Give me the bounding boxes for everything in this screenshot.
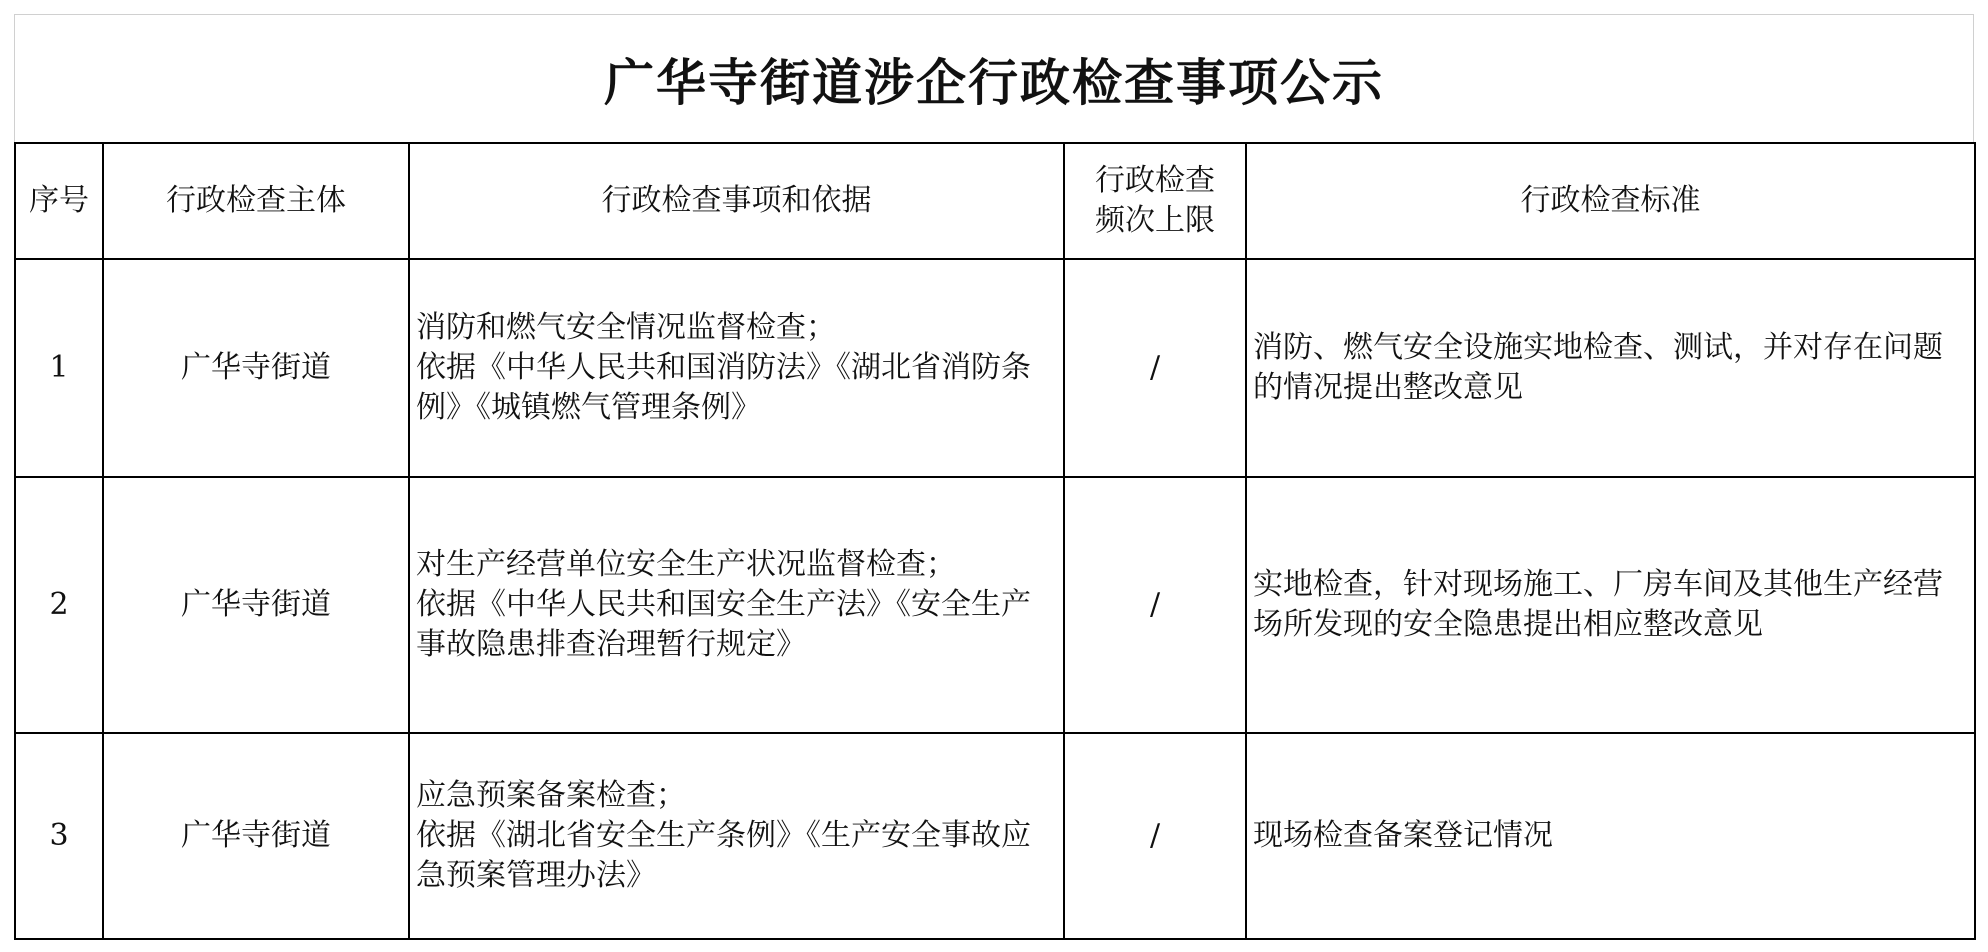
table-row <box>15 733 1975 939</box>
header-subject: 行政检查主体 <box>103 143 409 259</box>
page-title: 广华寺街道涉企行政检查事项公示 <box>604 52 1384 112</box>
row-index: 2 <box>15 477 103 733</box>
row-item: 消防和燃气安全情况监督检查； <box>416 310 836 345</box>
row-item-basis <box>409 733 1064 939</box>
row-item-basis <box>409 477 1064 733</box>
row-standard: 现场检查备案登记情况 <box>1246 733 1975 939</box>
header-standard: 行政检查标准 <box>1246 143 1975 259</box>
row-item: 对生产经营单位安全生产状况监督检查； <box>416 547 956 582</box>
row-basis: 依据《湖北省安全生产条例》《生产安全事故应急预案管理办法》 <box>416 818 1031 893</box>
row-index: 1 <box>15 259 103 477</box>
row-frequency: / <box>1064 733 1246 939</box>
row-item: 应急预案备案检查； <box>416 778 686 813</box>
row-basis: 依据《中华人民共和国安全生产法》《安全生产事故隐患排查治理暂行规定》 <box>416 587 1031 662</box>
row-subject: 广华寺街道 <box>103 477 409 733</box>
header-frequency-line1: 行政检查 <box>1095 163 1215 198</box>
row-item-basis <box>409 259 1064 477</box>
row-standard: 实地检查，针对现场施工、厂房车间及其他生产经营场所发现的安全隐患提出相应整改意见 <box>1246 477 1975 733</box>
row-subject: 广华寺街道 <box>103 733 409 939</box>
header-frequency-line2: 频次上限 <box>1095 203 1215 238</box>
inspection-table <box>14 142 1976 940</box>
table-row <box>15 477 1975 733</box>
title-bar <box>14 14 1974 142</box>
row-frequency: / <box>1064 477 1246 733</box>
row-basis: 依据《中华人民共和国消防法》《湖北省消防条例》《城镇燃气管理条例》 <box>416 350 1031 425</box>
row-standard: 消防、燃气安全设施实地检查、测试，并对存在问题的情况提出整改意见 <box>1246 259 1975 477</box>
table-row <box>15 259 1975 477</box>
row-index: 3 <box>15 733 103 939</box>
header-row <box>15 143 1975 259</box>
header-items-basis: 行政检查事项和依据 <box>409 143 1064 259</box>
row-frequency: / <box>1064 259 1246 477</box>
header-index: 序号 <box>15 143 103 259</box>
row-subject: 广华寺街道 <box>103 259 409 477</box>
header-frequency <box>1064 143 1246 259</box>
